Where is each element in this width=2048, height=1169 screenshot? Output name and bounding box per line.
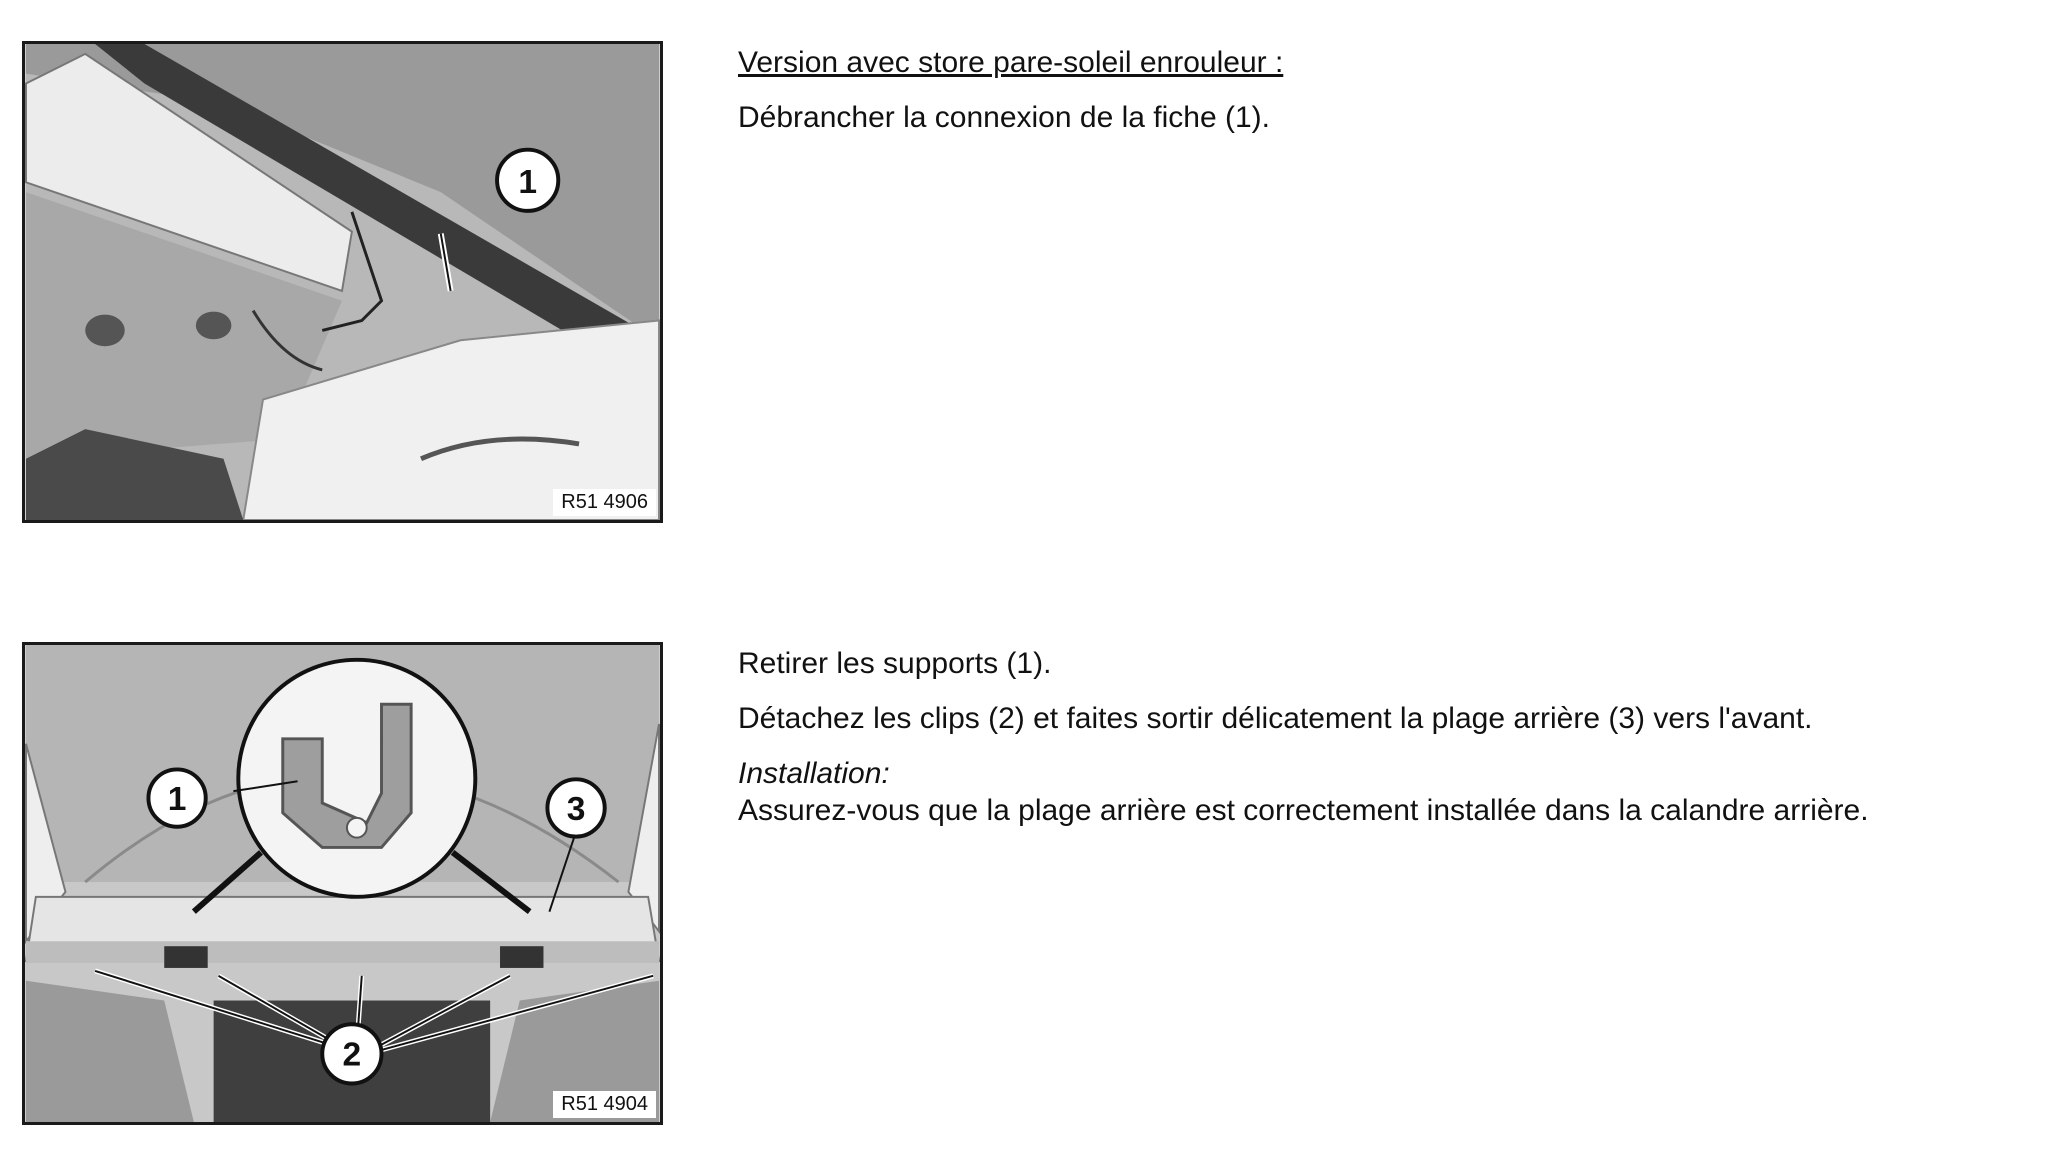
figure-r51-4906: [22, 41, 663, 523]
section-parcel-shelf: [738, 645, 1869, 847]
detail-magnifier: [238, 660, 475, 897]
callout-1-label: 1: [518, 164, 538, 202]
figure-code: R51 4906: [553, 489, 656, 516]
callout-2-label: 2: [342, 1036, 362, 1074]
figure-1-illustration: [25, 44, 660, 520]
step-detach-clips: Détachez les clips (2) et faites sortir délicatement la plage arrière (3) vers l'avant.: [738, 702, 1813, 735]
section-sunblind: [738, 44, 1283, 154]
callout-1-label: 1: [167, 780, 187, 818]
section-heading: Version avec store pare-soleil enrouleur :: [738, 46, 1284, 79]
step-disconnect-plug: Débrancher la connexion de la fiche (1).: [738, 101, 1270, 134]
figure-r51-4904: [22, 642, 663, 1125]
installation-text: Assurez-vous que la plage arrière est correctement installée dans la calandre arrière.: [738, 794, 1869, 827]
step-remove-supports: Retirer les supports (1).: [738, 647, 1052, 680]
callout-3-label: 3: [566, 790, 586, 828]
installation-label: Installation:: [738, 757, 890, 790]
figure-code: R51 4904: [553, 1091, 656, 1118]
figure-2-illustration: [25, 645, 660, 1122]
